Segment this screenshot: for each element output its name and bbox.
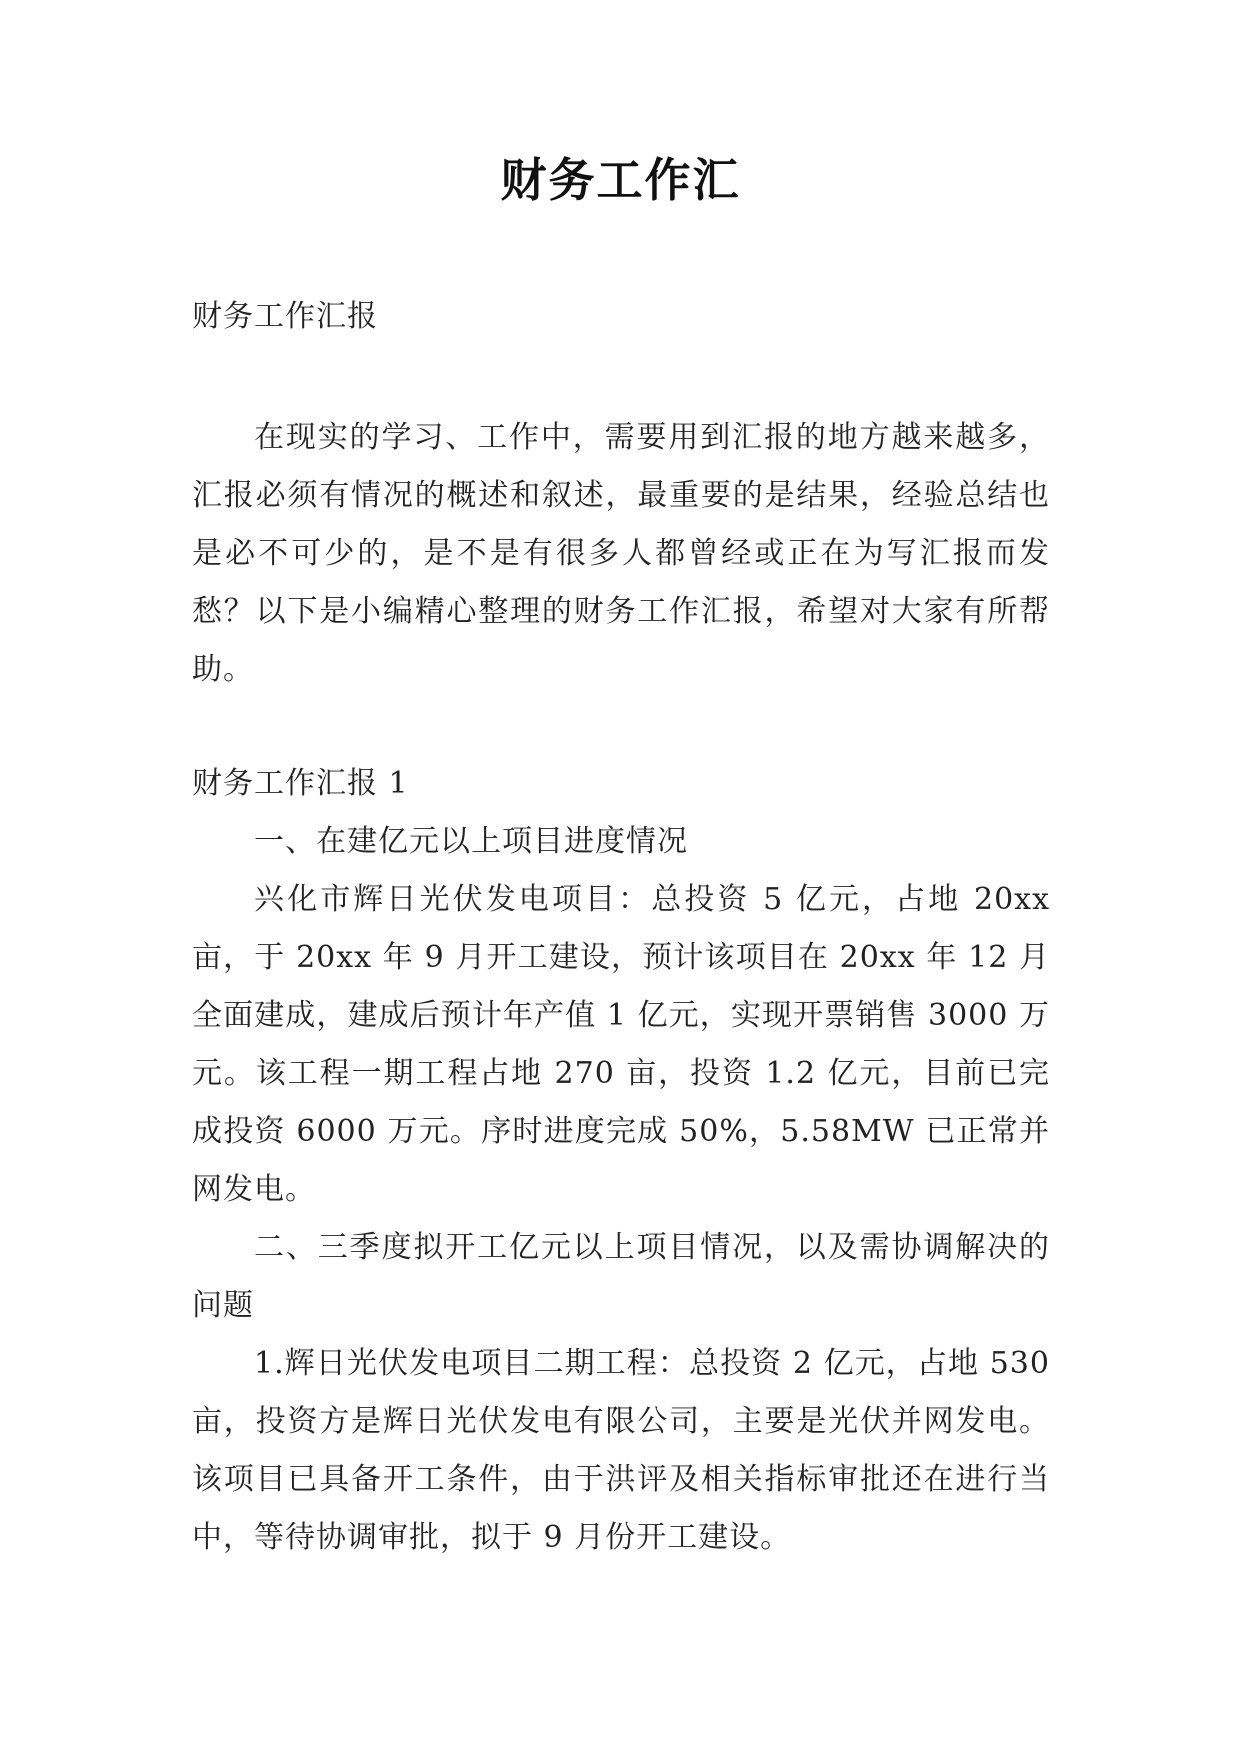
item-two-heading: 二、三季度拟开工亿元以上项目情况，以及需协调解决的问题 bbox=[192, 1230, 1050, 1323]
item-one-heading: 一、在建亿元以上项目进度情况 bbox=[254, 824, 688, 859]
item-one-body: 兴化市辉日光伏发电项目：总投资 5 亿元，占地 20xx 亩，于 20xx 年 9 月开工建设，预计该项目在 20xx 年 12 月全面建成，建成后预计年产值 1 亿元，实现开票销售 3000 万元。该工程一期工程占地 270 亩，投资 1.2 亿元，目前已完成投资 6000 万元。序时进度完成 50%，5.58MW 已正常并网发电。 bbox=[192, 882, 1050, 1207]
report-section bbox=[192, 755, 1050, 1567]
item-two-body: 1.辉日光伏发电项目二期工程：总投资 2 亿元，占地 530 亩，投资方是辉日光伏发电有限公司，主要是光伏并网发电。该项目已具备开工条件，由于洪评及相关指标审批还在进行当中，等待协调审批，拟于 9 月份开工建设。 bbox=[192, 1346, 1050, 1555]
document-subtitle: 财务工作汇报 bbox=[192, 299, 378, 334]
document-title: 财务工作汇 bbox=[500, 153, 741, 207]
section-title: 财务工作汇报 1 bbox=[192, 766, 409, 801]
intro-paragraph: 在现实的学习、工作中，需要用到汇报的地方越来越多，汇报必须有情况的概述和叙述，最重要的是结果，经验总结也是必不可少的，是不是有很多人都曾经或正在为写汇报而发愁？以下是小编精心整理的财务工作汇报，希望对大家有所帮助。 bbox=[192, 420, 1050, 687]
